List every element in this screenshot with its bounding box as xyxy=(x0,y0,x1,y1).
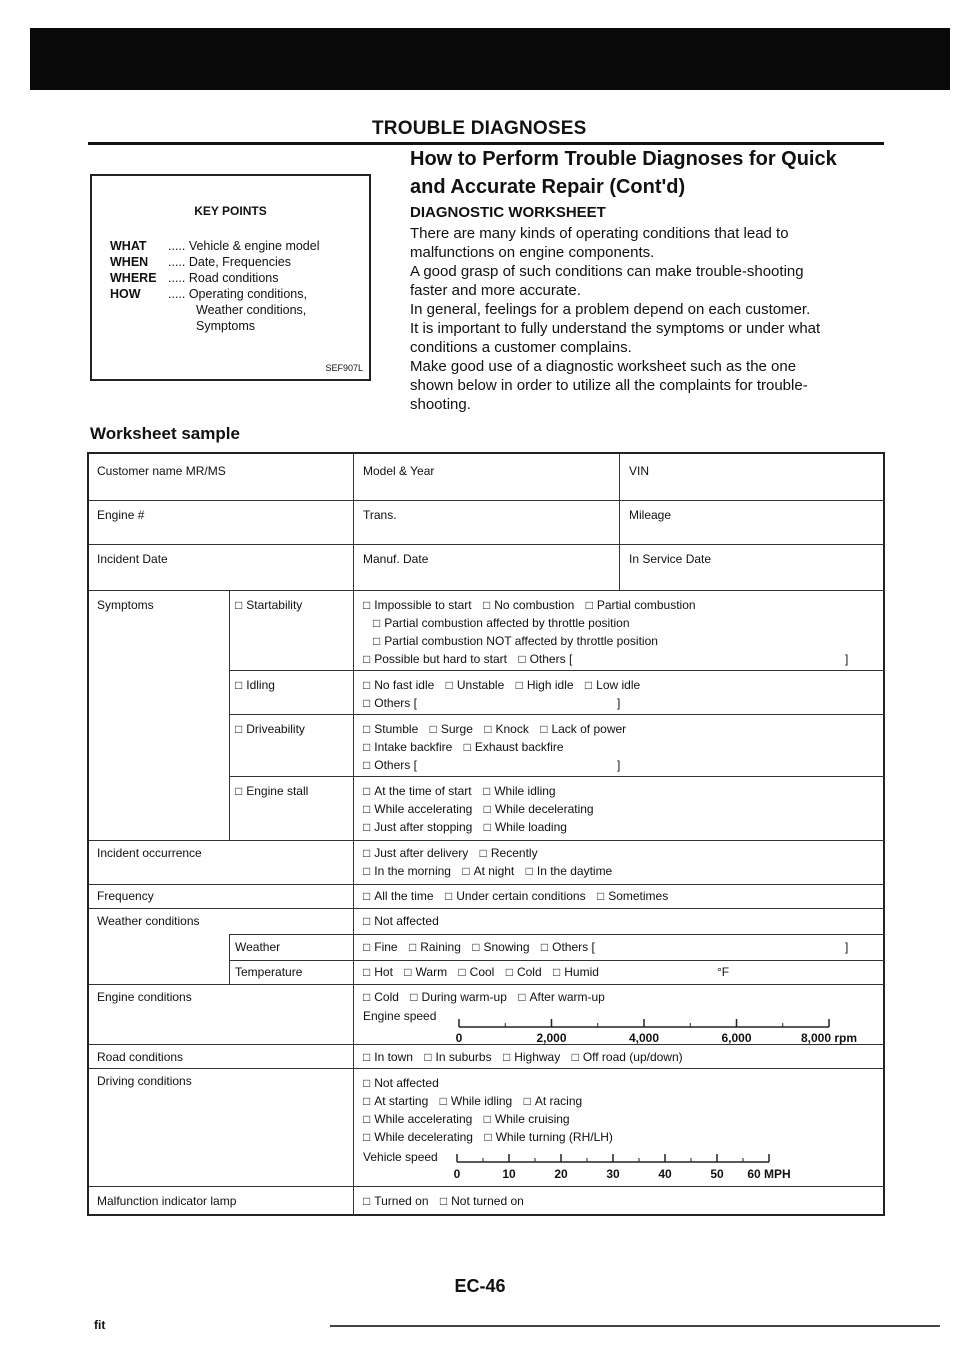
temperature-options xyxy=(363,963,599,981)
tick-label: 4,000 xyxy=(628,1031,660,1045)
incident-occurrence-label: Incident occurrence xyxy=(97,846,202,860)
checkbox-option[interactable]: □ While idling xyxy=(483,784,556,798)
intro-line: It is important to fully understand the symptoms or under what xyxy=(410,320,821,337)
checkbox-option[interactable]: □ At starting xyxy=(363,1094,428,1108)
checkbox-option[interactable]: □ In town xyxy=(363,1050,413,1064)
tick-label: 60 MPH xyxy=(747,1167,791,1181)
tick-label: 30 xyxy=(606,1167,620,1181)
checkbox-option[interactable]: □ Not affected xyxy=(363,1074,439,1092)
row-divider xyxy=(229,714,885,715)
idling-options-1 xyxy=(363,676,640,694)
startability-checkbox[interactable]: □ Startability xyxy=(235,596,302,614)
checkbox-option[interactable]: □ While cruising xyxy=(484,1112,570,1126)
checkbox-option[interactable]: □ No combustion xyxy=(483,598,574,612)
mil-options xyxy=(363,1192,524,1210)
key-points-box xyxy=(90,174,371,381)
intro-line: In general, feelings for a problem depend on each customer. xyxy=(410,301,811,318)
section-title: TROUBLE DIAGNOSES xyxy=(372,118,587,139)
intro-line: There are many kinds of operating conditions that lead to xyxy=(410,225,789,242)
intro-line: conditions a customer complains. xyxy=(410,339,632,356)
checkbox-option[interactable]: □ Highway xyxy=(503,1050,560,1064)
checkbox-option[interactable]: □ Snowing xyxy=(472,940,529,954)
checkbox-option[interactable]: □ Not affected xyxy=(363,912,439,930)
page-heading xyxy=(410,145,880,201)
checkbox-option[interactable]: □ During warm-up xyxy=(410,990,507,1004)
column-divider xyxy=(619,454,620,590)
checkbox-option[interactable]: □ Sometimes xyxy=(597,889,668,903)
row-divider xyxy=(89,840,885,841)
worksheet-subheading: DIAGNOSTIC WORKSHEET xyxy=(410,204,606,221)
checkbox-option[interactable]: □ Off road (up/down) xyxy=(572,1050,683,1064)
bracket-close: ] xyxy=(617,696,621,710)
key-point-what: WHAT ..... Vehicle & engine model xyxy=(110,239,320,253)
key-point-where: WHERE ..... Road conditions xyxy=(110,271,279,285)
row-divider xyxy=(229,776,885,777)
row-divider xyxy=(229,670,885,671)
engine-speed-scale[interactable] xyxy=(453,1014,883,1046)
tick-label: 8,000 rpm xyxy=(800,1031,858,1045)
incident-date-label: Incident Date xyxy=(97,552,168,566)
temperature-unit: °F xyxy=(717,965,730,979)
frequency-label: Frequency xyxy=(97,889,154,903)
trans-label: Trans. xyxy=(363,508,397,522)
engine-speed-label: Engine speed xyxy=(363,1009,437,1023)
row-divider xyxy=(89,984,885,985)
stall-options-1 xyxy=(363,782,556,800)
stall-options-2 xyxy=(363,800,594,818)
checkbox-option[interactable]: □ Knock xyxy=(484,722,529,736)
key-points-title: KEY POINTS xyxy=(194,204,267,218)
checkbox-option[interactable]: □ Lack of power xyxy=(540,722,626,736)
mil-label: Malfunction indicator lamp xyxy=(97,1194,237,1208)
bracket-close: ] xyxy=(617,758,621,772)
mileage-label: Mileage xyxy=(629,508,672,522)
checkbox-option[interactable]: □ Low idle xyxy=(585,678,640,692)
row-divider xyxy=(89,500,885,501)
corner-mark: fit xyxy=(94,1318,106,1332)
weather-conditions-label: Weather conditions xyxy=(97,914,200,928)
checkbox-option[interactable]: □ At the time of start xyxy=(363,784,472,798)
vehicle-speed-label: Vehicle speed xyxy=(363,1150,438,1164)
engine-stall-checkbox[interactable]: □ Engine stall xyxy=(235,782,308,800)
column-divider xyxy=(229,934,230,984)
driveability-options-1 xyxy=(363,720,626,738)
checkbox-option[interactable]: □ Partial combustion NOT affected by throttle position xyxy=(373,632,658,650)
checkbox-option[interactable]: □ Impossible to start xyxy=(363,598,472,612)
driving-options-3 xyxy=(363,1110,570,1128)
driving-conditions-label: Driving conditions xyxy=(97,1074,192,1088)
checkbox-option[interactable]: □ Others [ xyxy=(363,756,417,774)
tick-label: 0 xyxy=(453,1167,461,1181)
checkbox-option[interactable]: □ Turned on xyxy=(363,1194,429,1208)
idling-checkbox[interactable]: □ Idling xyxy=(235,676,275,694)
key-point-how: HOW ..... Operating conditions, xyxy=(110,287,307,301)
checkbox-option[interactable]: □ Possible but hard to start xyxy=(363,652,507,666)
road-options xyxy=(363,1048,683,1066)
checkbox-option[interactable]: □ Recently xyxy=(480,846,538,860)
intro-line: Make good use of a diagnostic worksheet such as the one xyxy=(410,358,797,375)
startability-options-4 xyxy=(363,650,572,668)
checkbox-option[interactable]: □ At racing xyxy=(524,1094,583,1108)
stall-options-3 xyxy=(363,818,567,836)
checkbox-option[interactable]: □ Intake backfire xyxy=(363,740,452,754)
driveability-checkbox[interactable]: □ Driveability xyxy=(235,720,305,738)
tick-label: 0 xyxy=(455,1031,463,1045)
tick-label: 10 xyxy=(502,1167,516,1181)
diagnostic-worksheet-table xyxy=(87,452,885,1216)
tick-label: 40 xyxy=(658,1167,672,1181)
checkbox-option[interactable]: □ Humid xyxy=(553,965,599,979)
row-divider xyxy=(89,590,885,591)
row-divider xyxy=(89,544,885,545)
driving-options-4 xyxy=(363,1128,613,1146)
checkbox-option[interactable]: □ Not turned on xyxy=(440,1194,524,1208)
checkbox-option[interactable]: □ Just after stopping xyxy=(363,820,472,834)
row-divider xyxy=(229,960,885,961)
checkbox-option[interactable]: □ Cool xyxy=(458,965,494,979)
checkbox-option[interactable]: □ Surge xyxy=(430,722,473,736)
intro-line: A good grasp of such conditions can make trouble-shooting xyxy=(410,263,804,280)
intro-line: malfunctions on engine components. xyxy=(410,244,655,261)
weather-label: Weather xyxy=(235,940,281,954)
row-divider xyxy=(89,1186,885,1187)
figure-code: SEF907L xyxy=(325,363,363,373)
checkbox-option[interactable]: □ After warm-up xyxy=(518,990,605,1004)
checkbox-option[interactable]: □ Under certain conditions xyxy=(445,889,586,903)
checkbox-option[interactable]: □ High idle xyxy=(516,678,574,692)
driving-options-2 xyxy=(363,1092,582,1110)
frequency-options xyxy=(363,887,668,905)
key-point-how-cont-2: Symptoms xyxy=(196,319,256,333)
tick-label: 2,000 xyxy=(536,1031,567,1045)
checkbox-option[interactable]: □ Unstable xyxy=(446,678,505,692)
checkbox-option[interactable]: □ Partial combustion affected by throttle position xyxy=(373,614,630,632)
tick-label: 50 xyxy=(710,1167,724,1181)
checkbox-option[interactable]: □ Cold xyxy=(506,965,542,979)
intro-line: shown below in order to utilize all the complaints for trouble- xyxy=(410,377,808,394)
key-point-how-cont-1: Weather conditions, xyxy=(196,303,307,317)
row-divider xyxy=(229,934,885,935)
occurrence-options-2 xyxy=(363,862,612,880)
bracket-close: ] xyxy=(845,652,849,666)
vin-label: VIN xyxy=(629,464,650,478)
column-divider xyxy=(353,454,354,1216)
checkbox-option[interactable]: □ In the daytime xyxy=(526,864,613,878)
checkbox-option[interactable]: □ Exhaust backfire xyxy=(464,740,564,754)
bracket-close: ] xyxy=(845,940,849,954)
checkbox-option[interactable]: □ Fine xyxy=(363,940,398,954)
manuf-date-label: Manuf. Date xyxy=(363,552,429,566)
checkbox-option[interactable]: □ Partial combustion xyxy=(586,598,696,612)
checkbox-option[interactable]: □ In suburbs xyxy=(424,1050,491,1064)
column-divider xyxy=(229,590,230,840)
heading-line-1: How to Perform Trouble Diagnoses for Quick xyxy=(410,148,837,170)
in-service-date-label: In Service Date xyxy=(629,552,712,566)
row-divider xyxy=(89,884,885,885)
bottom-rule xyxy=(330,1325,940,1327)
checkbox-option[interactable]: □ In the morning xyxy=(363,864,451,878)
checkbox-option[interactable]: □ Raining xyxy=(409,940,461,954)
occurrence-options-1 xyxy=(363,844,538,862)
checkbox-option[interactable]: □ Hot xyxy=(363,965,393,979)
engine-conditions-label: Engine conditions xyxy=(97,990,192,1004)
checkbox-option[interactable]: □ At night xyxy=(462,864,514,878)
temperature-label: Temperature xyxy=(235,965,303,979)
engine-condition-options xyxy=(363,988,605,1006)
checkbox-option[interactable]: □ Cold xyxy=(363,990,399,1004)
engine-number-label: Engine # xyxy=(97,508,145,522)
checkbox-option[interactable]: □ Stumble xyxy=(363,722,418,736)
checkbox-option[interactable]: □ While decelerating xyxy=(363,1130,473,1144)
page-number: EC-46 xyxy=(454,1276,506,1296)
checkbox-option[interactable]: □ Others [ xyxy=(518,652,572,666)
vehicle-speed-scale[interactable] xyxy=(451,1148,851,1182)
row-divider xyxy=(89,1068,885,1069)
checkbox-option[interactable]: □ Others [ xyxy=(363,694,417,712)
heading-line-2: and Accurate Repair (Cont'd) xyxy=(410,176,686,198)
intro-line: shooting. xyxy=(410,396,471,413)
checkbox-option[interactable]: □ Others [ xyxy=(541,940,595,954)
driveability-options-2 xyxy=(363,738,564,756)
checkbox-option[interactable]: □ All the time xyxy=(363,889,434,903)
weather-options xyxy=(363,938,595,956)
road-conditions-label: Road conditions xyxy=(97,1050,184,1064)
checkbox-option[interactable]: □ No fast idle xyxy=(363,678,434,692)
checkbox-option[interactable]: □ Just after delivery xyxy=(363,846,468,860)
key-point-when: WHEN ..... Date, Frequencies xyxy=(110,255,291,269)
checkbox-option[interactable]: □ While accelerating xyxy=(363,1112,472,1126)
checkbox-option[interactable]: □ While idling xyxy=(440,1094,513,1108)
model-year-label: Model & Year xyxy=(363,464,435,478)
checkbox-option[interactable]: □ While turning (RH/LH) xyxy=(484,1130,613,1144)
intro-paragraph xyxy=(410,224,886,414)
symptoms-label: Symptoms xyxy=(97,598,154,612)
tick-label: 6,000 xyxy=(721,1031,752,1045)
tick-label: 20 xyxy=(554,1167,568,1181)
intro-line: faster and more accurate. xyxy=(410,282,581,299)
checkbox-option[interactable]: □ While decelerating xyxy=(484,802,594,816)
worksheet-sample-label: Worksheet sample xyxy=(90,424,240,443)
checkbox-option[interactable]: □ While accelerating xyxy=(363,802,472,816)
row-divider xyxy=(89,908,885,909)
header-black-bar xyxy=(30,28,950,90)
checkbox-option[interactable]: □ Warm xyxy=(404,965,447,979)
customer-name-label: Customer name MR/MS xyxy=(97,464,226,478)
checkbox-option[interactable]: □ While loading xyxy=(484,820,567,834)
startability-options-1 xyxy=(363,596,696,614)
